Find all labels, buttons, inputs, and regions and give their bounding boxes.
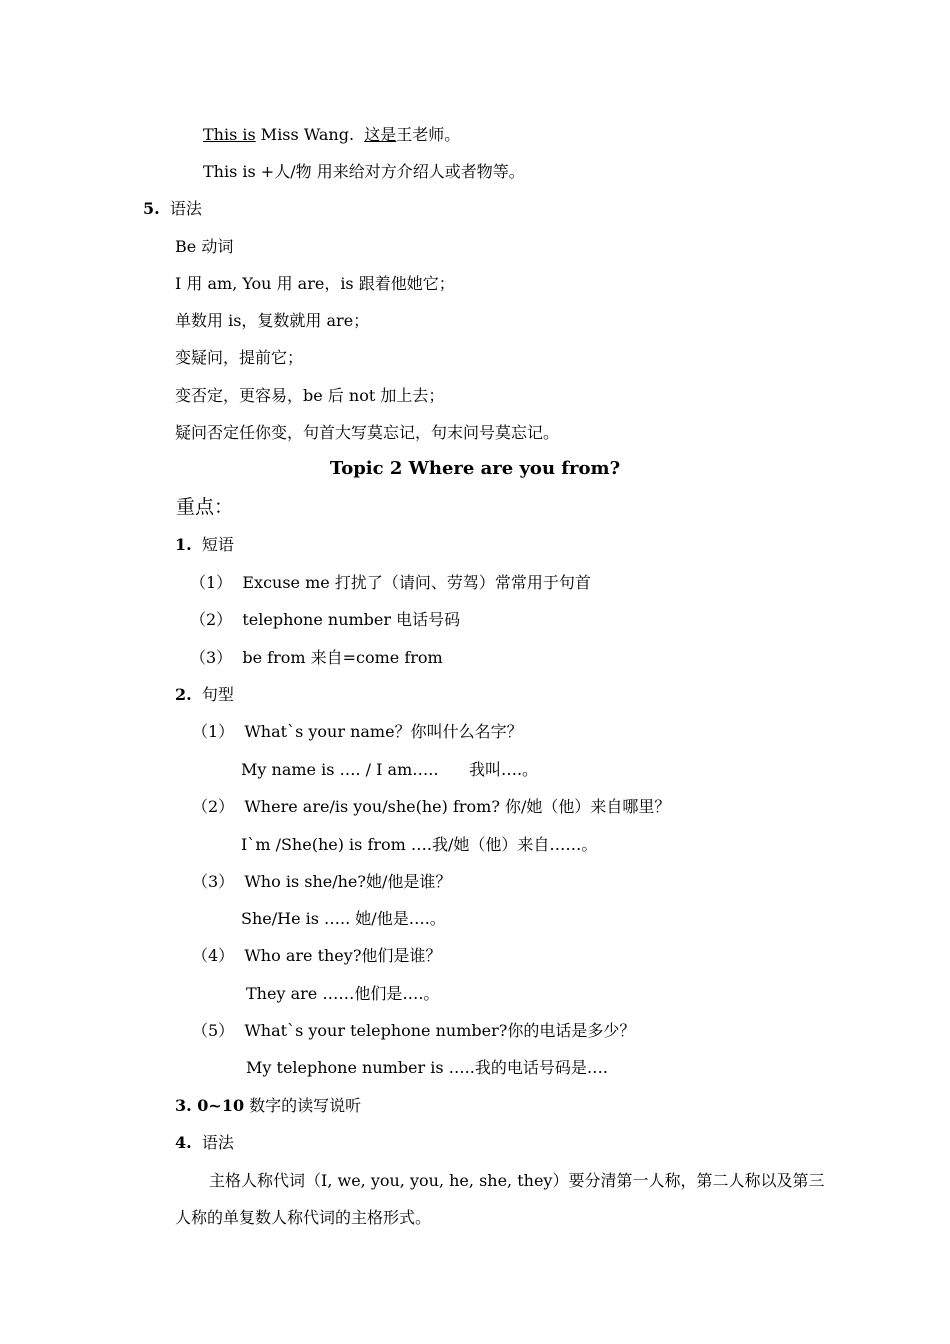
topic-title: Topic 2 Where are you from?	[329, 458, 621, 479]
phrase-item: （3） be from 来自=come from	[190, 648, 443, 667]
phrase-item: （2） telephone number 电话号码	[190, 610, 461, 629]
sentence-question: （3） Who is she/he?她/他是谁？	[192, 872, 452, 891]
example-sentence: This is Miss Wang. 这是王老师。	[203, 125, 461, 144]
underlined-this-is: This is	[203, 125, 256, 144]
phrases-heading: 1. 短语	[175, 535, 234, 554]
grammar-line: Be 动词	[175, 237, 234, 256]
sentence-answer: They are ……他们是….。	[246, 984, 440, 1003]
sentence-answer: My telephone number is …..我的电话号码是….	[246, 1058, 608, 1077]
sentence-answer: I`m /She(he) is from ….我/她（他）来自……。	[241, 835, 598, 854]
sentence-question: （5） What`s your telephone number?你的电话是多少？	[192, 1021, 636, 1040]
underlined-cn: 这是	[364, 125, 397, 144]
sentence-question: （2） Where are/is you/she(he) from? 你/她（他）来自哪里？	[192, 797, 671, 816]
grammar-line: 变疑问，提前它；	[175, 348, 304, 367]
sentence-answer: She/He is ….. 她/他是….。	[241, 909, 446, 928]
numbers-heading: 3. 0~10 数字的读写说听	[175, 1096, 362, 1115]
usage-note: This is +人/物 用来给对方介绍人或者物等。	[203, 162, 525, 181]
sentence-question: （1） What`s your name？你叫什么名字？	[192, 722, 523, 741]
grammar-line: 单数用 is，复数就用 are；	[175, 311, 370, 330]
grammar-line: 疑问否定任你变，句首大写莫忘记，句末问号莫忘记。	[175, 423, 560, 442]
grammar-paragraph-line-2: 人称的单复数人称代词的主格形式。	[175, 1208, 432, 1227]
sentences-heading: 2. 句型	[175, 685, 234, 704]
grammar-line: I 用 am, You 用 are，is 跟着他她它；	[175, 274, 455, 293]
sentence-question: （4） Who are they?他们是谁？	[192, 946, 442, 965]
sentence-answer: My name is …. / I am….. 我叫….。	[241, 760, 539, 779]
section-5-heading: 5. 语法	[143, 199, 202, 218]
phrase-item: （1） Excuse me 打扰了（请问、劳驾）常常用于句首	[190, 573, 591, 592]
grammar-heading: 4. 语法	[175, 1133, 234, 1152]
grammar-paragraph-line-1: 主格人称代词（I, we, you, you, he, she, they）要分清第一人称，第二人称以及第三	[209, 1171, 825, 1190]
grammar-line: 变否定，更容易，be 后 not 加上去；	[175, 386, 445, 405]
key-points-heading: 重点：	[176, 496, 234, 518]
